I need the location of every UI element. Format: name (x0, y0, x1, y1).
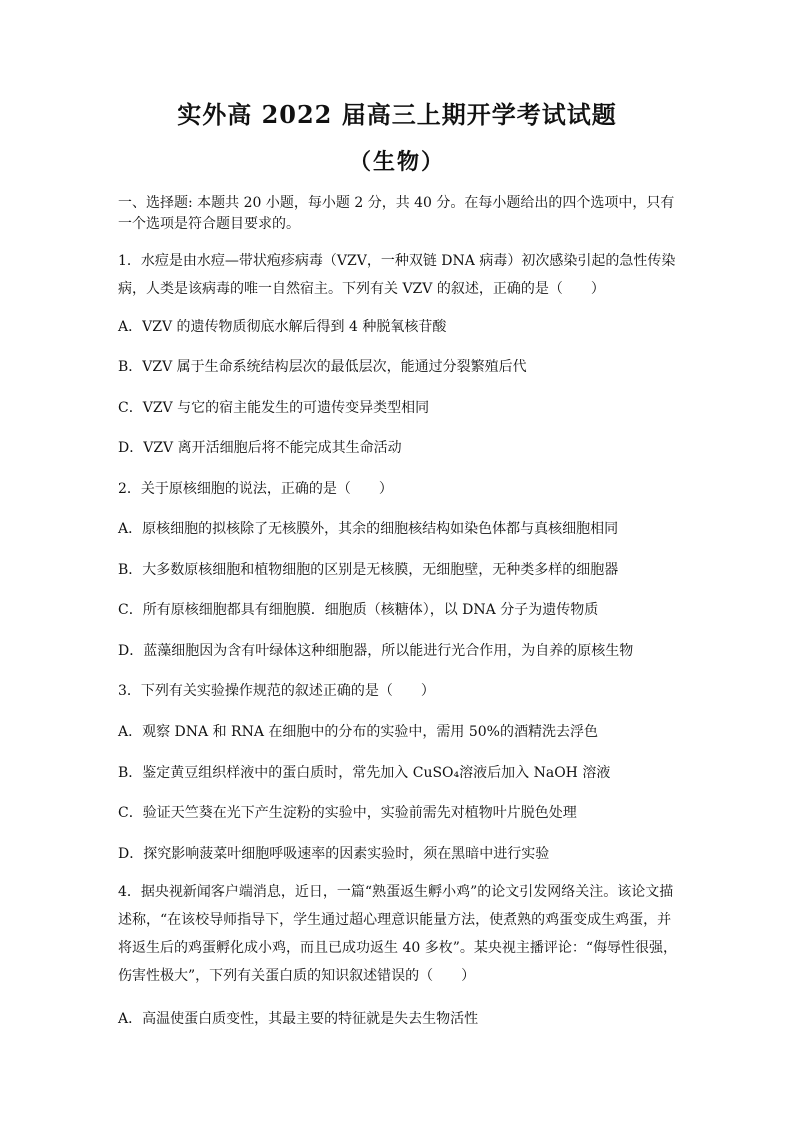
question-1-option-b: B．VZV 属于生命系统结构层次的最低层次，能通过分裂繁殖后代 (118, 359, 527, 375)
question-1-option-d: D．VZV 离开活细胞后将不能完成其生命活动 (118, 440, 402, 456)
question-1-option-a: A．VZV 的遗传物质彻底水解后得到 4 种脱氧核苷酸 (118, 319, 447, 335)
question-1-stem: 1．水痘是由水痘—带状疱疹病毒（VZV，一种双链 DNA 病毒）初次感染引起的急性传染病，人类是该病毒的唯一自然宿主。下列有关 VZV 的叙述，正确的是（ ） (118, 253, 676, 297)
question-3-option-c: C．验证天竺葵在光下产生淀粉的实验中，实验前需先对植物叶片脱色处理 (118, 805, 577, 821)
question-4-option-a: A．高温使蛋白质变性，其最主要的特征就是失去生物活性 (118, 1011, 479, 1027)
question-2-option-b: B．大多数原核细胞和植物细胞的区别是无核膜，无细胞壁，无种类多样的细胞器 (118, 562, 619, 578)
question-2-stem: 2．关于原核细胞的说法，正确的是（ ） (118, 481, 393, 497)
question-2-option-c: C．所有原核细胞都具有细胞膜．细胞质（核糖体），以 DNA 分子为遗传物质 (118, 602, 599, 618)
exam-title: 实外高 2022 届高三上期开学考试试题 (177, 100, 617, 129)
section-instructions: 一、选择题: 本题共 20 小题，每小题 2 分，共 40 分。在每小题给出的四个选项中，只有一个选项是符合题目要求的。 (118, 195, 675, 232)
question-3-option-d: D．探究影响菠菜叶细胞呼吸速率的因素实验时，须在黑暗中进行实验 (118, 846, 550, 862)
question-4-stem: 4．据央视新闻客户端消息，近日，一篇“熟蛋返生孵小鸡”的论文引发网络关注。该论文描述称，“在该校导师指导下，学生通过超心理意识能量方法，使煮熟的鸡蛋变成生鸡蛋，并将返生后的鸡蛋孵化成小鸡，而且已成功返生 40 多枚”。某央视主播评论：“侮辱性很强，伤害性极大”，下列有关蛋白质的知识叙述错误的（ ） (118, 884, 678, 984)
question-1-option-c: C．VZV 与它的宿主能发生的可遗传变异类型相同 (118, 400, 430, 416)
question-2-option-d: D．蓝藻细胞因为含有叶绿体这种细胞器，所以能进行光合作用，为自养的原核生物 (118, 643, 634, 659)
question-2-option-a: A．原核细胞的拟核除了无核膜外，其余的细胞核结构如染色体都与真核细胞相同 (118, 521, 619, 537)
question-3-option-b: B．鉴定黄豆组织样液中的蛋白质时，常先加入 CuSO₄溶液后加入 NaOH 溶液 (118, 765, 611, 781)
question-3-stem: 3．下列有关实验操作规范的叙述正确的是（ ） (118, 683, 435, 699)
exam-subject: （生物） (348, 149, 445, 175)
question-3-option-a: A．观察 DNA 和 RNA 在细胞中的分布的实验中，需用 50%的酒精洗去浮色 (118, 724, 598, 740)
